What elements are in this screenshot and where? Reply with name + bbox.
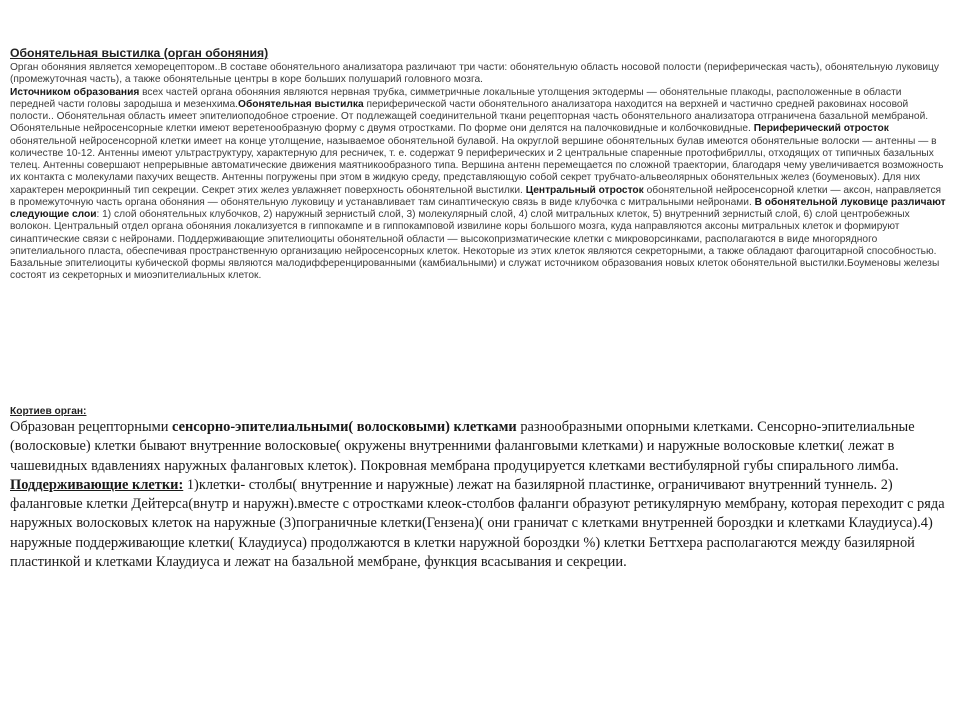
hair-cells-text: разнообразными опорными клетками. Сенсорно-эпителиальные (волосковые) клетки бывают внутренние волосковые( окружены внутренними фаланговыми клетками) и наружные волосковые клетки( лежат в чашевидных вдавлениях наружных фаланговых клеток). Покровная мембрана продуцируется клетками вестибулярной губы спирального лимба. bbox=[10, 419, 915, 474]
source-of-origin-text: всех частей органа обоняния являются нервная трубка, симметричные локальные утолщения эктодермы — обонятельные плакоды, расположенные в области передней части головы зародыша и мезенхима. bbox=[10, 86, 902, 110]
olfactory-section bbox=[10, 46, 946, 283]
central-process-text: обонятельной нейросенсорной клетки — аксон, направляется в промежуточную часть органа обоняния — обонятельную луковицу и устанавливает там синаптическую связь в виде клубочка с митральными нейронами. bbox=[10, 184, 942, 208]
corti-intro-text: Образован рецепторными bbox=[10, 419, 173, 435]
olfactory-intro-text: Орган обоняния является хеморецептором..В составе обонятельного анализатора различают три части: обонятельную область носовой полости (периферическая часть), обонятельную луковицу (промежуточная часть), а также обонятельные центры в коре больших полушарий головного мозга. bbox=[10, 62, 939, 86]
corti-organ-paragraph bbox=[10, 418, 948, 572]
olfactory-section-title: Обонятельная выстилка (орган обоняния) bbox=[10, 46, 269, 60]
hair-cells-term: сенсорно-эпителиальными( волосковыми) клетками bbox=[172, 419, 517, 435]
corti-organ-section bbox=[10, 405, 948, 572]
source-of-origin-term: Источником образования bbox=[10, 86, 140, 98]
central-process-term: Центральный отросток bbox=[525, 184, 644, 196]
peripheral-process-text: обонятельной нейросенсорной клетки имеет на конце утолщение, называемое обонятельной булавой. На округлой вершине обонятельных булав имеются обонятельные волоски — антенны — в количестве 10-12. Антенны имеют ультраструктуру, характерную для ресничек, т. е. содержат 9 периферических и 2 центральные спаренные протофибриллы, отходящих от типичных базальных телец. Антенны совершают непрерывные автоматические движения маятникообразного типа. Вершина антенн перемещается по сложной траектории, благодаря чему увеличивается возможность их контакта с молекулами пахучих веществ. Антенны погружены при этом в жидкую среду, представляющую собой секрет трубчато-альвеолярных обонятельных желез (боуменовых). Для них характерен мерокринный тип секреции. Секрет этих желез увлажняет поверхность обонятельной выстилки. bbox=[10, 135, 944, 196]
olfactory-lining-text: периферической части обонятельного анализатора находится на верхней и частично средней раковинах носовой полости.. Обонятельная область имеет эпителиоподобное строение. От подлежащей соединительной ткани рецепторная часть обонятельного анализатора отграничена базальной мембраной. Обонятельные нейросенсорные клетки имеют веретенообразную форму с двумя отростками. По форме они делятся на палочковидные и колбочковидные. bbox=[10, 98, 929, 135]
olfactory-lining-term: Обонятельная выстилка bbox=[238, 98, 364, 110]
olfactory-bulb-layers-term: В обонятельной луковице различают следующие слои bbox=[10, 196, 946, 220]
olfactory-intro-paragraph bbox=[10, 62, 946, 87]
corti-organ-title: Кортиев орган: bbox=[10, 406, 87, 417]
olfactory-bulb-layers-text: : 1) слой обонятельных клубочков, 2) наружный зернистый слой, 3) молекулярный слой, 4) слой митральных клеток, 5) внутренний зернистый слой, 6) слой центробежных волокон. Центральный отдел органа обоняния локализуется в гиппокампе и в гиппокамповой извилине коры большого мозга, куда направляются аксоны митральных клеток и формируют синаптические связи с нейронами. Поддерживающие эпителиоциты обонятельной области — высокопризматические клетки с микроворсинками, располагаются в виде многорядного эпителиального пласта, обеспечивая пространственную организацию нейросенсорных клеток. Некоторые из этих клеток являются секреторными, а также обладают фагоцитарной способностью. Базальные эпителиоциты кубической формы являются малодифференцированными (камбиальными) и служат источником образования новых клеток обонятельной выстилки.Боуменовы железы состоят из секреторных и миоэпителиальных клеток. bbox=[10, 209, 940, 282]
olfactory-body-paragraph bbox=[10, 87, 946, 283]
peripheral-process-term: Периферический отросток bbox=[753, 123, 889, 135]
supporting-cells-term: Поддерживающие клетки: bbox=[10, 476, 184, 493]
supporting-cells-text: 1)клетки- столбы( внутренние и наружные) лежат на базилярной пластинке, ограничивают внутренний туннель. 2) фаланговые клетки Дейтерса(внутр и наружн).вместе с отростками клеок-столбов фаланги образуют ретикулярную мембрану, которая переходит с ряда наружных волосковых клеток на наружные (3)пограничные клетки(Гензена)( они граничат с клетками внутренней бороздки и клетками Клаудиуса).4) наружные поддерживающие клетки( Клаудиуса) продолжаются в клетки наружной бороздки %) клетки Беттхера располагаются между базилярной пластинкой и клетками Клаудиуса и лежат на базальной мембране, функция всасывания и секреции. bbox=[10, 476, 945, 571]
